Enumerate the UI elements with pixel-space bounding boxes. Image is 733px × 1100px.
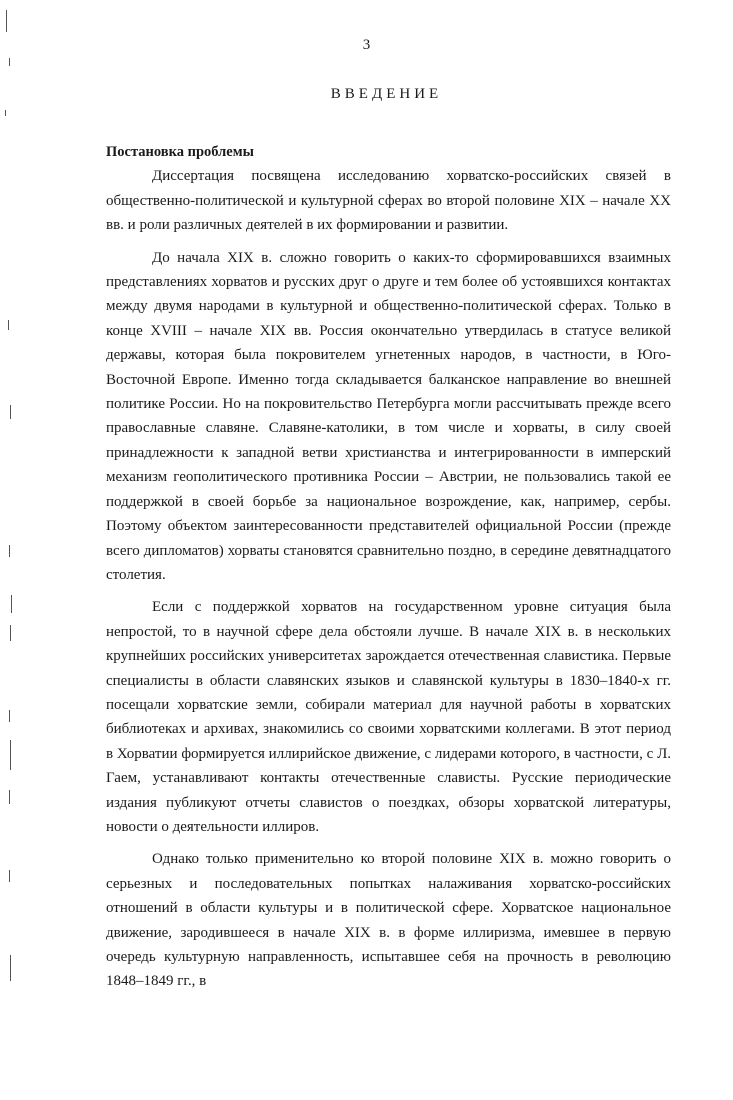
- paragraph: Если с поддержкой хорватов на государственном уровне ситуация была непростой, то в научной сфере дела обстояли лучше. В начале XIX в. в нескольких крупнейших российских университетах зарождается отечественная славистика. Первые специалисты в области славянских языков и славянской культуры в 1830–1840-х гг. посещали хорватские земли, собирали материал для научной работы в хорватских библиотеках и архивах, знакомились со своими хорватскими коллегами. В этот период в Хорватии формируется иллирийское движение, с лидерами которого, в частности, с Л. Гаем, устанавливают контакты отечественные слависты. Русские периодические издания публикуют отчеты славистов о поездках, обзоры хорватской литературы, новости о деятельности иллиров.: [106, 599, 671, 835]
- scan-margin-marks: [0, 0, 30, 1100]
- paragraph: Диссертация посвящена исследованию хорватско-российских связей в общественно-политической и культурной сферах во второй половине XIX – начале XX вв. и роли различных деятелей в их формировании и развитии.: [106, 168, 671, 234]
- page-number: 3: [362, 37, 371, 53]
- section-heading: Постановка проблемы: [106, 144, 254, 160]
- main-text: [106, 140, 671, 994]
- paragraph: Однако только применительно ко второй половине XIX в. можно говорить о серьезных и последовательных попытках налаживания хорватско-российских отношений в области культуры и в политической сфере. Хорватское национальное движение, зародившееся в начале XIX в. в форме иллиризма, имевшее в первую очередь культурную направленность, испытавшее себя на прочность в революцию 1848–1849 гг., в: [106, 851, 671, 990]
- paragraph: До начала XIX в. сложно говорить о каких-то сформировавшихся взаимных представлениях хорватов и русских друг о друге и тем более об устоявшихся контактах между двумя народами в культурной и общественно-политической сферах. Только в конце XVIII – начале XIX вв. Россия окончательно утвердилась в статусе великой державы, которая была покровителем угнетенных народов, в частности, в Юго-Восточной Европе. Именно тогда складывается балканское направление во внешней политике России. Но на покровительство Петербурга могли рассчитывать прежде всего православные славяне. Славяне-католики, в том числе и хорваты, в силу своей принадлежности к западной ветви христианства и интегрированности в имперский механизм геополитического противника России – Австрии, не пользовались такой ее поддержкой в своей борьбе за национальное возрождение, как, например, сербы. Поэтому объектом заинтересованности представителей официальной России (прежде всего дипломатов) хорваты становятся сравнительно поздно, в середине девятнадцатого столетия.: [106, 249, 671, 583]
- page-title: ВВЕДЕНИЕ: [330, 86, 443, 102]
